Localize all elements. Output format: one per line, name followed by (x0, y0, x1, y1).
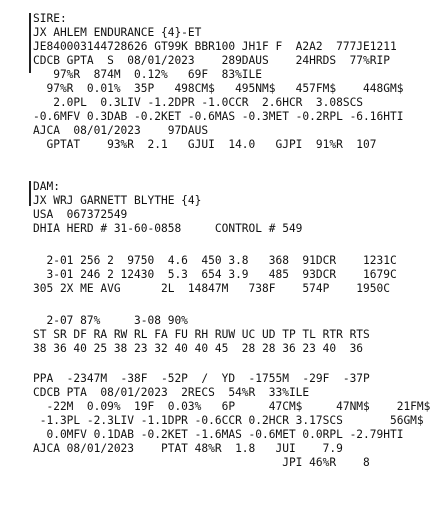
dam-lactation-1: 2-01 256 2 9750 4.6 450 3.8 368 91DCR 1231C (33, 254, 397, 267)
dam-me-average: 305 2X ME AVG 2L 14847M 738F 574P 1950C (33, 282, 390, 295)
sire-reliability: 97%R 874M 0.12% 69F 83%ILE (33, 68, 263, 81)
sire-cdcb-gpta: CDCB GPTA S 08/01/2023 289DAUS 24HRDS 77%RIP (33, 54, 390, 67)
dam-ppa-yd: PPA -2347M -38F -52P / YD -1755M -29F -37P (33, 372, 370, 385)
dam-section-marker (29, 181, 31, 206)
dam-wellness-traits: 0.0MFV 0.1DAB -0.2KET -1.6MAS -0.6MET 0.0RPL -2.79HTI (33, 428, 404, 441)
dam-herd-control: DHIA HERD # 31-60-0858 CONTROL # 549 (33, 222, 303, 235)
dam-linear-scores: 38 36 40 25 38 23 32 40 40 45 28 28 36 23 40 36 (33, 342, 364, 355)
dam-classification: 2-07 87% 3-08 90% (33, 314, 188, 327)
dam-name: JX WRJ GARNETT BLYTHE {4} (33, 194, 202, 207)
sire-label: SIRE: (33, 12, 67, 25)
dam-lactation-2: 3-01 246 2 12430 5.3 654 3.9 485 93DCR 1679C (33, 268, 397, 281)
sire-indexes: 97%R 0.01% 35P 498CM$ 495NM$ 457FM$ 448GM$ (33, 82, 404, 95)
dam-pta-values: -22M 0.09% 19F 0.03% 6P 47CM$ 47NM$ 21FM$ (33, 400, 431, 413)
dam-linear-headers: ST SR DF RA RW RL FA FU RH RUW UC UD TP TL RTR RTS (33, 328, 370, 341)
sire-gptat: GPTAT 93%R 2.1 GJUI 14.0 GJPI 91%R 107 (33, 138, 377, 151)
dam-cdcb-pta: CDCB PTA 08/01/2023 2RECS 54%R 33%ILE (33, 386, 310, 399)
dam-health-traits: -1.3PL -2.3LIV -1.1DPR -0.6CCR 0.2HCR 3.17SCS 56GM$ (33, 414, 424, 427)
dam-registration: USA 067372549 (33, 208, 128, 221)
dam-label: DAM: (33, 180, 60, 193)
sire-ajca: AJCA 08/01/2023 97DAUS (33, 124, 209, 137)
dam-jpi: JPI 46%R 8 (33, 456, 370, 469)
sire-section-marker (29, 13, 31, 73)
sire-wellness-traits: -0.6MFV 0.3DAB -0.2KET -0.6MAS -0.3MET -0.2RPL -6.16HTI (33, 110, 404, 123)
sire-name: JX AHLEM ENDURANCE {4}-ET (33, 26, 202, 39)
sire-health-traits: 2.0PL 0.3LIV -1.2DPR -1.0CCR 2.6HCR 3.08SCS (33, 96, 364, 109)
dam-ajca: AJCA 08/01/2023 PTAT 48%R 1.8 JUI 7.9 (33, 442, 343, 455)
sire-registration: JE840003144728626 GT99K BBR100 JH1F F A2A2 777JE1211 (33, 40, 397, 53)
